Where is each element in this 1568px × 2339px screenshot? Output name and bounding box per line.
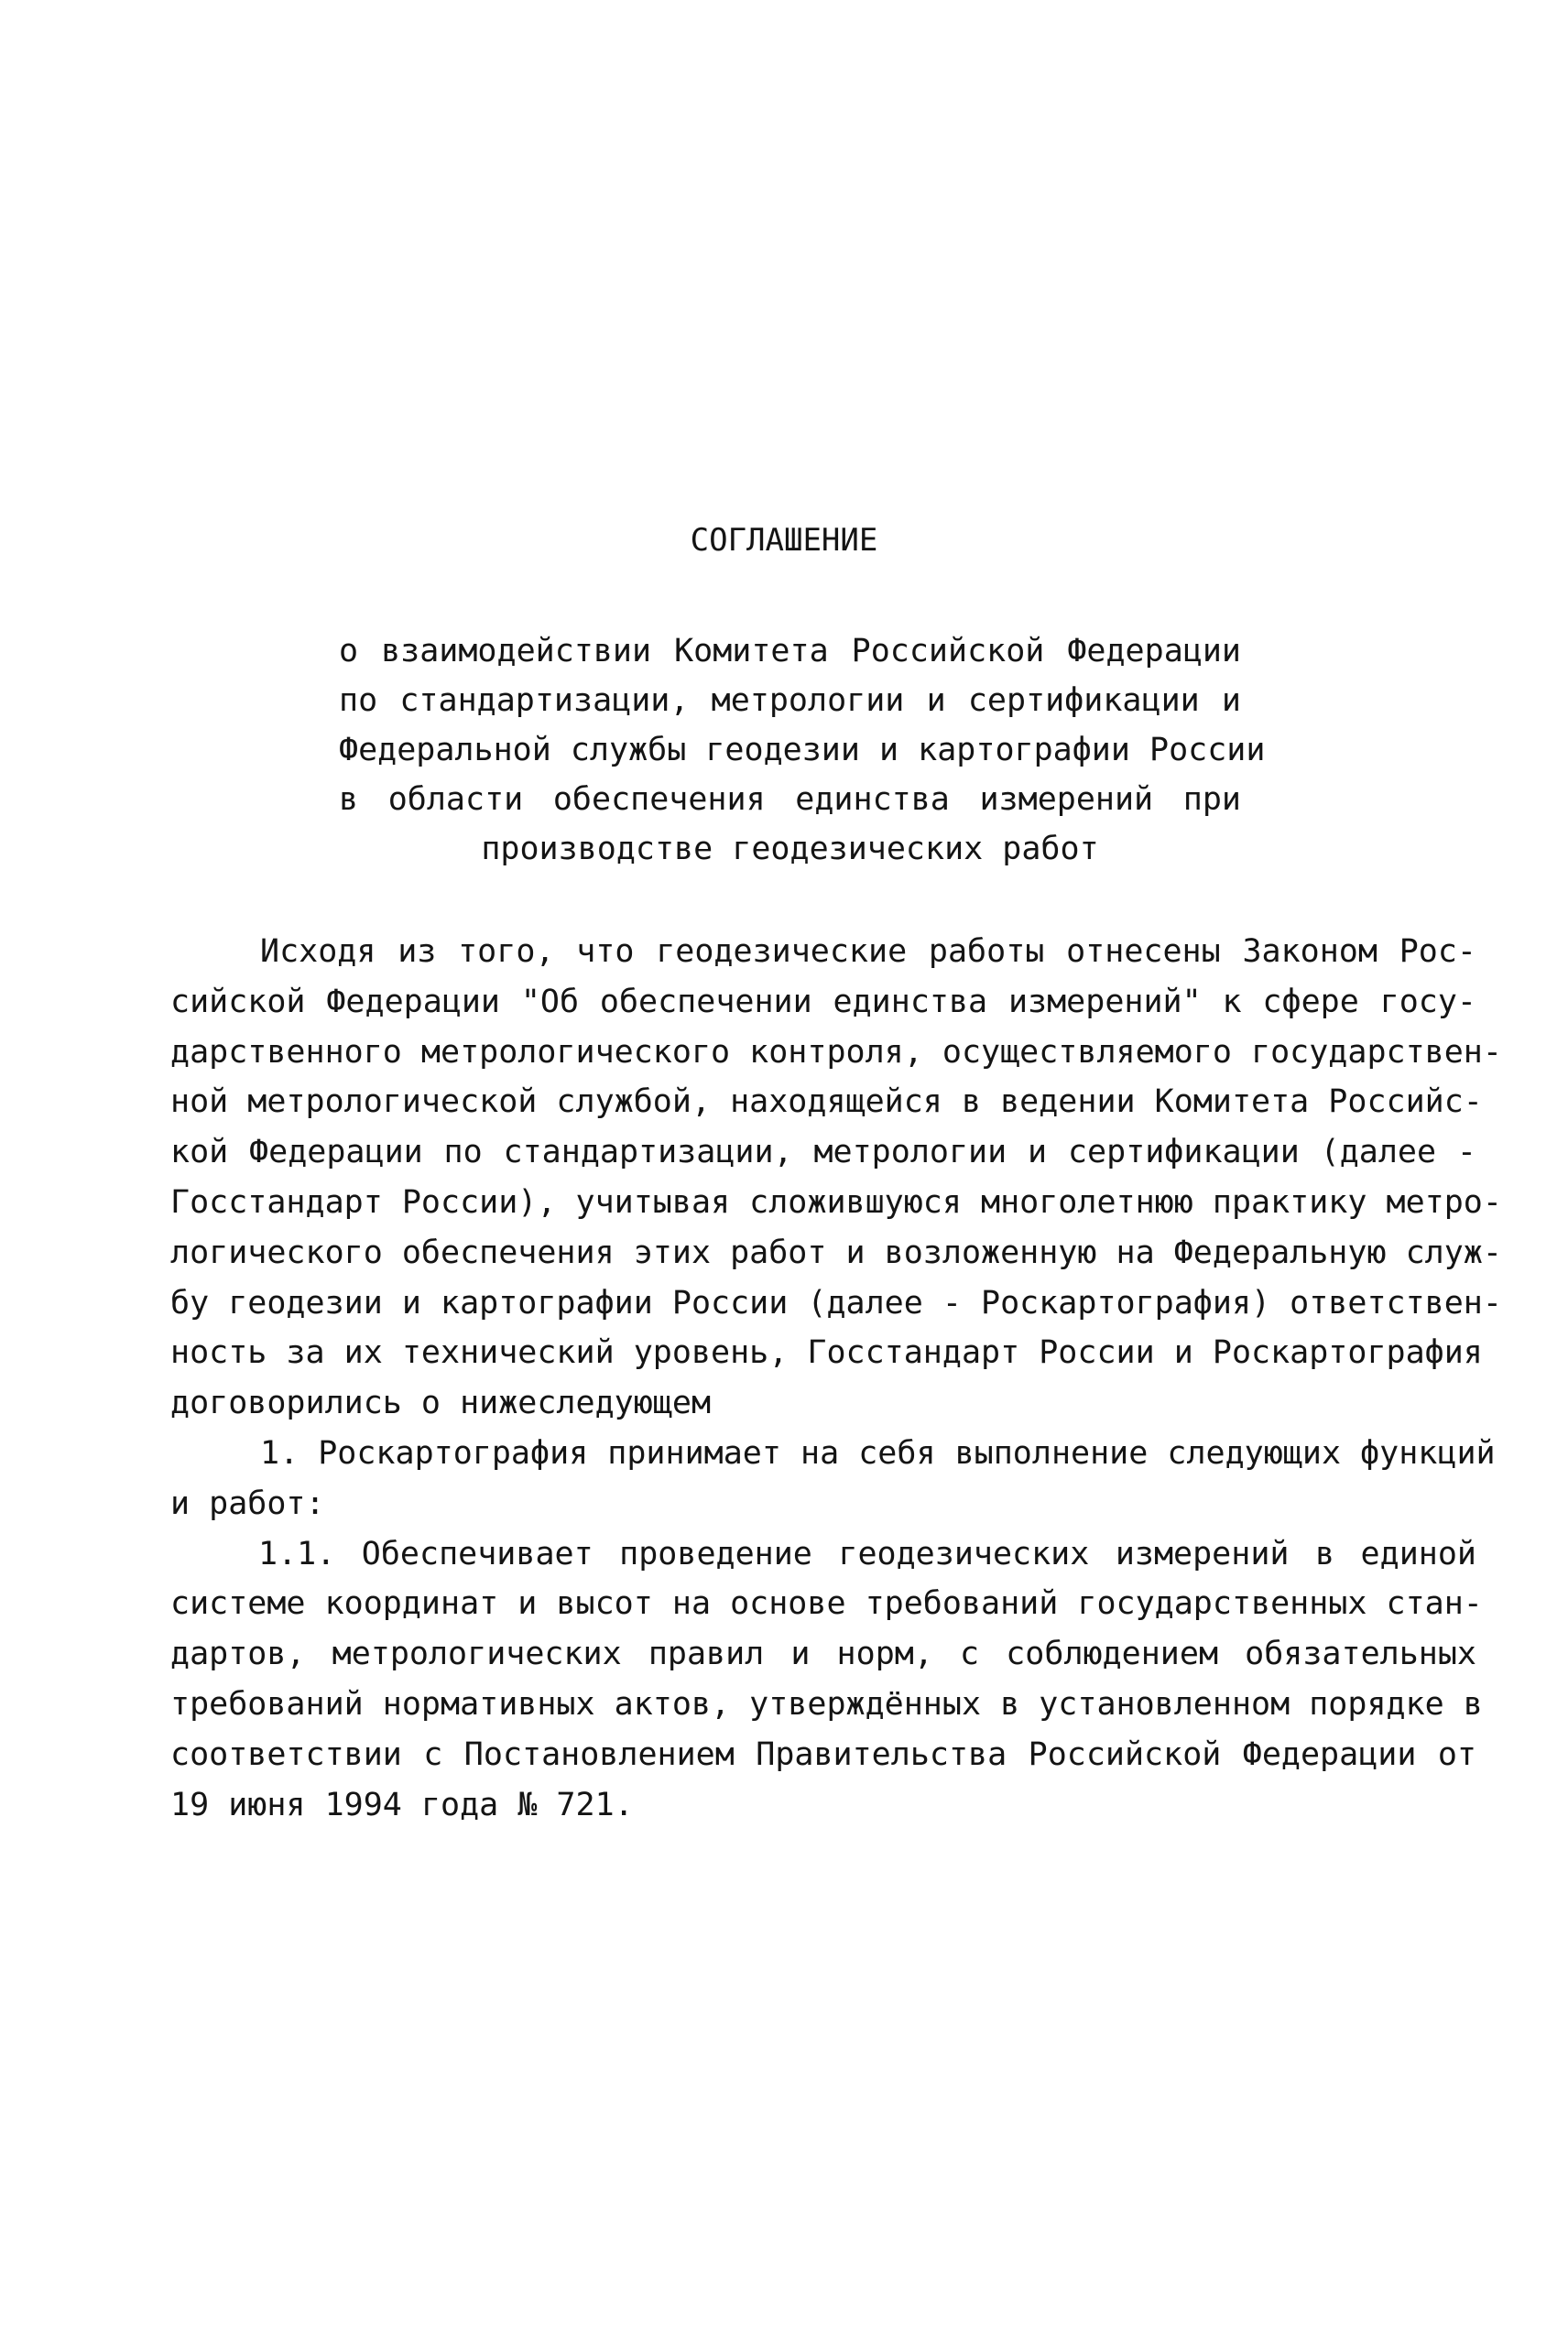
paragraph-preamble-line: Исходя из того, что геодезические работы отнесены Законом Рос- [260,933,1476,970]
clause-1-1-line: системе координат и высот на основе требований государственных стан- [170,1585,1483,1623]
subtitle-line: Федеральной службы геодезии и картографии России [339,732,1266,768]
subtitle-line: в области обеспечения единства измерений при [339,781,1241,818]
paragraph-preamble-line: Госстандарт России), учитывая сложившуюся многолетнюю практику метро- [170,1183,1502,1221]
clause-1-1-line: дартов, метрологических правил и норм, с соблюдением обязательных [170,1636,1476,1673]
paragraph-preamble-line: ность за их технический уровень, Госстандарт России и Роскартография [170,1334,1483,1372]
document-body [170,927,1502,1830]
document-title: СОГЛАШЕНИЕ [690,522,878,559]
paragraph-preamble-line: договорились о нижеследующем [170,1385,712,1422]
paragraph-preamble-line: бу геодезии и картографии России (далее - Роскартография) ответствен- [170,1284,1502,1322]
subtitle-line: о взаимодействии Комитета Российской Федерации [339,633,1241,669]
paragraph-preamble-line: ной метрологической службой, находящейся в ведении Комитета Российс- [170,1083,1483,1121]
clause-1-1-line: соответствии с Постановлением Правительства Российской Федерации от [170,1735,1476,1773]
paragraph-preamble-line: дарственного метрологического контроля, осуществляемого государствен- [170,1033,1502,1071]
paragraph-preamble-line: кой Федерации по стандартизации, метрологии и сертификации (далее - [170,1134,1476,1171]
clause-1-line: и работ: [170,1485,325,1522]
paragraph-preamble-line: логического обеспечения этих работ и возложенную на Федеральную служ- [170,1234,1502,1271]
clause-1-line: 1. Роскартография принимает на себя выполнение следующих функций [260,1434,1496,1472]
clause-1-1-line: 19 июня 1994 года № 721. [170,1786,634,1823]
subtitle-line: по стандартизации, метрологии и сертификации и [339,682,1241,719]
clause-1-1-line: требований нормативных актов, утверждённых в установленном порядке в [170,1685,1483,1723]
clause-1-1-line: 1.1. Обеспечивает проведение геодезических измерений в единой [258,1535,1476,1572]
subtitle-line: производстве геодезических работ [481,831,1099,867]
paragraph-preamble-line: сийской Федерации "Об обеспечении единства измерений" к сфере госу- [170,983,1476,1020]
document-subtitle [339,626,1266,874]
